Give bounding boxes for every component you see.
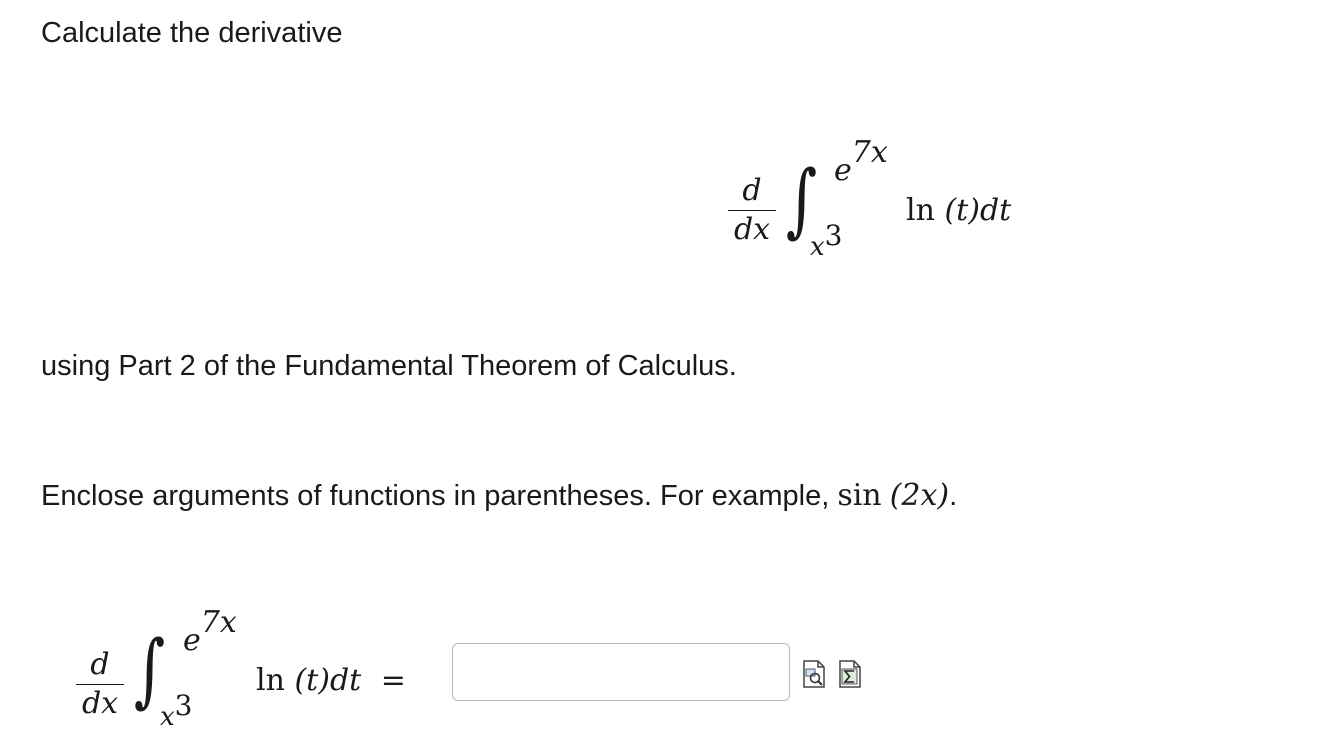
integral-sign: ∫ — [786, 153, 818, 246]
integrand-differential: dt — [979, 193, 1012, 228]
answer-derivative-numerator: d — [90, 647, 110, 682]
lower-limit-exponent: 3 — [824, 219, 843, 252]
answer-fraction-bar — [76, 684, 124, 685]
lower-limit-base: x — [810, 232, 825, 262]
answer-integrand-function: ln — [256, 663, 285, 698]
answer-lower-limit — [160, 689, 193, 732]
instruction-example-function: sin — [837, 478, 882, 513]
question-title: Calculate the derivative — [41, 17, 343, 49]
fraction-bar — [728, 210, 776, 211]
question-note: using Part 2 of the Fundamental Theorem of Calculus. — [41, 350, 737, 382]
equals-sign: = — [380, 663, 406, 698]
answer-lower-limit-base: x — [160, 702, 175, 732]
integrand-argument: (t) — [944, 193, 980, 228]
answer-derivative-operator — [76, 647, 124, 721]
upper-limit — [834, 135, 888, 188]
derivative-numerator: d — [742, 173, 762, 208]
instruction-example-argument: (2x) — [889, 478, 950, 513]
instruction-prefix: Enclose arguments of functions in parentheses. For example, — [41, 480, 838, 512]
answer-derivative-denominator: dx — [81, 686, 119, 721]
derivative-operator — [728, 173, 776, 247]
preview-icon[interactable] — [802, 656, 826, 689]
answer-integrand-differential: dt — [329, 663, 362, 698]
derivative-denominator: dx — [733, 212, 771, 247]
answer-lower-limit-exponent: 3 — [174, 689, 193, 722]
answer-upper-limit — [183, 605, 237, 658]
upper-limit-exponent: 7x — [851, 135, 888, 170]
instruction-text — [41, 478, 957, 513]
answer-integrand-argument: (t) — [294, 663, 330, 698]
answer-integral-sign: ∫ — [134, 623, 166, 716]
lower-limit — [810, 219, 843, 262]
answer-integrand — [256, 663, 406, 698]
answer-upper-limit-base: e — [183, 623, 201, 658]
equation-editor-icon[interactable] — [838, 656, 862, 689]
instruction-suffix: . — [949, 480, 958, 512]
upper-limit-base: e — [834, 153, 852, 188]
integrand — [906, 193, 1012, 228]
answer-input[interactable] — [452, 643, 790, 701]
integrand-function: ln — [906, 193, 935, 228]
answer-upper-limit-exponent: 7x — [200, 605, 237, 640]
